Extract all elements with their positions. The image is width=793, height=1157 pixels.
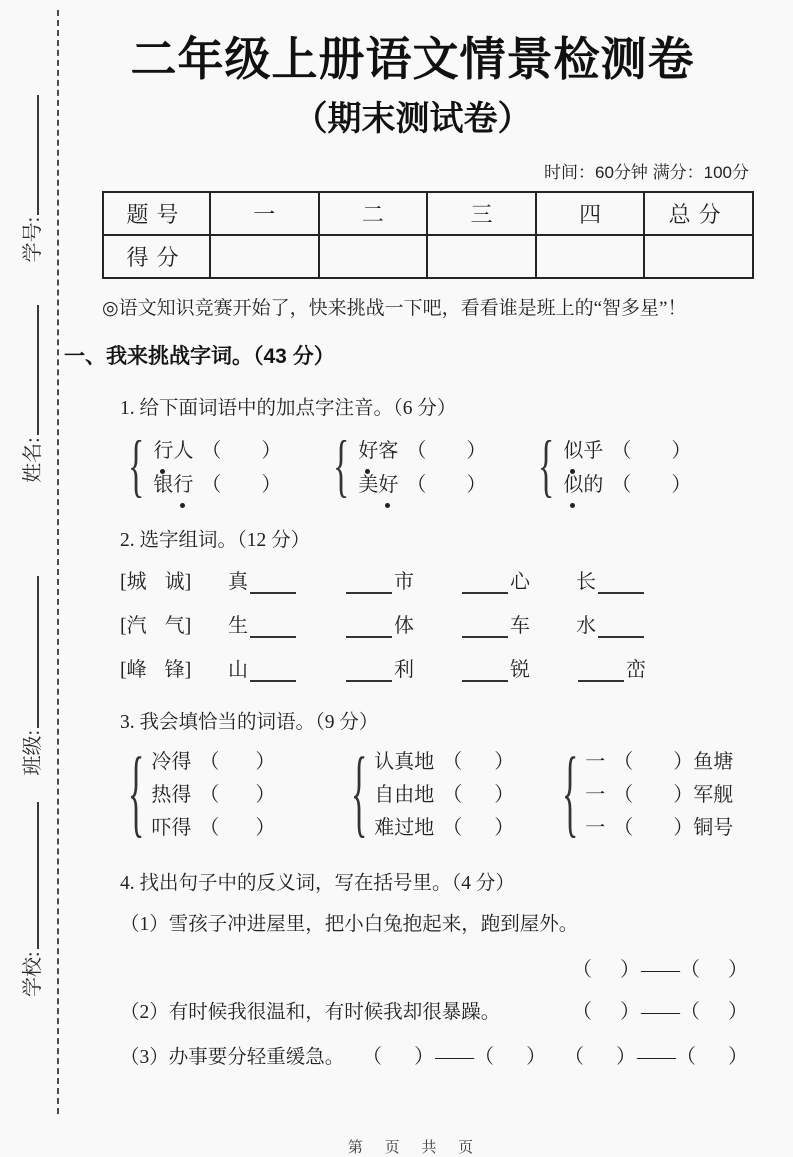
time-and-score-info: 时间：60分钟 满分：100分 bbox=[544, 163, 749, 182]
choice-char-1: 汽 bbox=[126, 615, 147, 637]
fill-item bbox=[344, 656, 460, 684]
open-paren: （ bbox=[611, 474, 632, 496]
char: 人 bbox=[173, 440, 194, 462]
choice-bracket bbox=[120, 656, 228, 684]
name-blank-line bbox=[37, 305, 39, 435]
blank-line bbox=[346, 591, 392, 594]
blank-line bbox=[462, 591, 508, 594]
fill-item bbox=[228, 656, 344, 684]
question4-item-3 bbox=[120, 1043, 761, 1072]
choice-char-2: 锋 bbox=[164, 659, 185, 681]
pinyin-word-row bbox=[358, 434, 486, 468]
choice-char-2: 气 bbox=[164, 615, 185, 637]
question1-groups bbox=[128, 429, 761, 505]
phrase-group-3-rows bbox=[585, 746, 733, 845]
open-paren: （ bbox=[680, 1001, 700, 1023]
blank-line bbox=[250, 591, 296, 594]
pinyin-group-3-rows bbox=[563, 434, 691, 502]
word bbox=[563, 434, 603, 468]
question3-text: 3. 我会填恰当的词语。（9 分） bbox=[120, 712, 379, 733]
dash: —— bbox=[641, 1001, 679, 1023]
question2-text: 2. 选字组词。（12 分） bbox=[120, 530, 311, 551]
close-paren: ） bbox=[671, 440, 692, 462]
phrase-row bbox=[374, 779, 514, 812]
phrase-row bbox=[151, 779, 275, 812]
question4-text: 4. 找出句子中的反义词，写在括号里。（4 分） bbox=[120, 873, 515, 894]
phrase-group-2-rows bbox=[374, 746, 514, 845]
close-paren: ） bbox=[255, 751, 276, 773]
word: 难过地 bbox=[374, 817, 435, 839]
fill-item bbox=[228, 612, 344, 640]
phrase-row bbox=[151, 746, 275, 779]
close-paren: ） bbox=[466, 440, 487, 462]
dash: —— bbox=[435, 1046, 474, 1068]
header-section-2: 二 bbox=[319, 192, 428, 235]
question4-item-1 bbox=[120, 911, 761, 939]
fill-item bbox=[460, 612, 576, 640]
brace-icon: { bbox=[350, 740, 368, 848]
close-paren: ） bbox=[255, 817, 276, 839]
phrase-row bbox=[151, 812, 275, 845]
char: 真 bbox=[228, 571, 248, 593]
word bbox=[153, 468, 193, 502]
dash: —— bbox=[641, 959, 679, 981]
word bbox=[358, 434, 398, 468]
char: 银 bbox=[153, 474, 174, 496]
brace-icon: { bbox=[128, 429, 145, 505]
close-paren: ） bbox=[620, 1001, 640, 1023]
score-table-score-row bbox=[103, 235, 753, 278]
open-paren: （ bbox=[442, 817, 463, 839]
open-paren: （ bbox=[442, 751, 463, 773]
pinyin-word-row bbox=[153, 434, 281, 468]
fill-item bbox=[344, 612, 460, 640]
score-cell-4 bbox=[536, 235, 645, 278]
question2-row-2 bbox=[120, 612, 761, 640]
header-total: 总分 bbox=[644, 192, 753, 235]
header-section-4: 四 bbox=[536, 192, 645, 235]
char: 乎 bbox=[583, 440, 604, 462]
score-cell-1 bbox=[210, 235, 319, 278]
open-paren: （ bbox=[611, 440, 632, 462]
item-number: （2） bbox=[120, 1002, 169, 1023]
close-paren: ） bbox=[673, 751, 694, 773]
word: 冷得 bbox=[151, 751, 192, 773]
word: 一 bbox=[585, 817, 606, 839]
close-paren: ） bbox=[466, 474, 487, 496]
answer-pair bbox=[572, 953, 748, 982]
blank-line bbox=[598, 635, 644, 638]
pinyin-word-row bbox=[563, 468, 691, 502]
blank-line bbox=[346, 679, 392, 682]
brace-icon: { bbox=[538, 429, 555, 505]
close-paren: ） bbox=[255, 784, 276, 806]
name-field bbox=[16, 305, 45, 483]
close-paren: ） bbox=[494, 817, 515, 839]
open-paren: （ bbox=[201, 440, 222, 462]
phrase-group-3 bbox=[561, 740, 761, 848]
open-paren: （ bbox=[474, 1046, 495, 1068]
open-paren: （ bbox=[201, 474, 222, 496]
open-paren: （ bbox=[613, 817, 634, 839]
open-paren: （ bbox=[676, 1046, 696, 1068]
pinyin-group-3 bbox=[538, 429, 743, 505]
close-paren: ） bbox=[728, 959, 748, 981]
close-paren: ） bbox=[261, 440, 282, 462]
page-footer: 第 页 共 页 bbox=[347, 1140, 478, 1156]
char: 体 bbox=[394, 615, 414, 637]
section1-heading: 一、我来挑战字词。（43 分） bbox=[64, 345, 335, 368]
word: 军舰 bbox=[693, 784, 734, 806]
dotted-char: 好 bbox=[358, 434, 378, 468]
score-table bbox=[102, 191, 754, 279]
fill-item bbox=[576, 656, 692, 684]
blank-line bbox=[462, 635, 508, 638]
choice-bracket bbox=[120, 612, 228, 640]
score-cell-3 bbox=[427, 235, 536, 278]
pinyin-group-2-rows bbox=[358, 434, 486, 502]
bracket-close: ] bbox=[184, 615, 192, 637]
header-question-number: 题号 bbox=[103, 192, 210, 235]
word bbox=[358, 468, 398, 502]
fill-item bbox=[228, 568, 344, 596]
char: 生 bbox=[228, 615, 248, 637]
word: 认真地 bbox=[374, 751, 435, 773]
class-label: 班级: bbox=[22, 729, 44, 776]
page-title: 二年级上册语文情景检测卷 bbox=[130, 33, 695, 85]
char: 锐 bbox=[510, 659, 530, 681]
char: 水 bbox=[576, 615, 596, 637]
item-sentence: 雪孩子冲进屋里，把小白兔抱起来，跑到屋外。 bbox=[168, 914, 579, 935]
school-blank-line bbox=[37, 802, 39, 949]
name-label: 姓名: bbox=[22, 437, 44, 483]
question2-row-3 bbox=[120, 656, 761, 684]
blank-line bbox=[578, 679, 624, 682]
word: 热得 bbox=[151, 784, 192, 806]
close-paren: ） bbox=[414, 1046, 435, 1068]
bracket-close: ] bbox=[184, 659, 192, 681]
pinyin-group-1-rows bbox=[153, 434, 281, 502]
student-info-sidebar bbox=[0, 0, 56, 1122]
close-paren: ） bbox=[526, 1046, 547, 1068]
bracket-close: ] bbox=[184, 571, 192, 593]
school-field bbox=[16, 802, 45, 997]
open-paren: （ bbox=[442, 784, 463, 806]
phrase-row bbox=[374, 812, 514, 845]
phrase-row bbox=[585, 779, 733, 812]
phrase-group-1-rows bbox=[151, 746, 275, 845]
char: 峦 bbox=[626, 659, 646, 681]
phrase-group-2 bbox=[350, 740, 562, 848]
char: 美 bbox=[358, 474, 379, 496]
open-paren: （ bbox=[680, 959, 700, 981]
question2-row-1 bbox=[120, 568, 761, 596]
item-sentence-wrap bbox=[120, 999, 500, 1027]
dotted-char: 似 bbox=[563, 468, 583, 502]
score-table-header-row bbox=[103, 192, 753, 235]
char: 山 bbox=[228, 659, 248, 681]
open-paren: （ bbox=[406, 474, 427, 496]
student-id-blank-line bbox=[37, 95, 39, 215]
dotted-char: 行 bbox=[153, 434, 173, 468]
close-paren: ） bbox=[728, 1001, 748, 1023]
dotted-char: 行 bbox=[173, 468, 193, 502]
binding-fold-dashed-line bbox=[57, 10, 59, 1114]
close-paren: ） bbox=[494, 784, 515, 806]
item-sentence: 办事要分轻重缓急。 bbox=[168, 1047, 345, 1068]
char: 客 bbox=[378, 440, 399, 462]
fill-item bbox=[460, 656, 576, 684]
choice-char-2: 诚 bbox=[164, 571, 185, 593]
pinyin-word-row bbox=[153, 468, 281, 502]
open-paren: （ bbox=[406, 440, 427, 462]
blank-line bbox=[462, 679, 508, 682]
phrase-row bbox=[585, 812, 733, 845]
page-subtitle: （期末测试卷） bbox=[293, 100, 532, 138]
score-cell-total bbox=[644, 235, 753, 278]
brace-icon: { bbox=[333, 429, 350, 505]
question1-text: 1. 给下面词语中的加点字注音。（6 分） bbox=[120, 398, 457, 419]
close-paren: ） bbox=[494, 751, 515, 773]
question3-groups bbox=[128, 740, 761, 848]
char: 市 bbox=[394, 571, 414, 593]
word: 自由地 bbox=[374, 784, 435, 806]
pinyin-group-1 bbox=[128, 429, 333, 505]
close-paren: ） bbox=[673, 817, 694, 839]
close-paren: ） bbox=[616, 1046, 636, 1068]
open-paren: （ bbox=[199, 751, 220, 773]
fill-item bbox=[576, 568, 692, 596]
dotted-char: 似 bbox=[563, 434, 583, 468]
student-id-label: 学号: bbox=[22, 216, 44, 263]
close-paren: ） bbox=[673, 784, 694, 806]
bracket-open: [ bbox=[120, 571, 127, 593]
word: 铜号 bbox=[693, 817, 734, 839]
char: 的 bbox=[583, 474, 604, 496]
open-paren: （ bbox=[199, 784, 220, 806]
dash: —— bbox=[637, 1046, 675, 1068]
school-label: 学校: bbox=[22, 951, 44, 997]
bracket-open: [ bbox=[120, 659, 127, 681]
open-paren: （ bbox=[199, 817, 220, 839]
encouragement-note: ◎语文知识竞赛开始了，快来挑战一下吧，看看谁是班上的“智多星”！ bbox=[102, 298, 687, 319]
blank-line bbox=[250, 679, 296, 682]
word: 吓得 bbox=[151, 817, 192, 839]
fill-item bbox=[344, 568, 460, 596]
item-number: （3） bbox=[120, 1047, 169, 1068]
pinyin-word-row bbox=[563, 434, 691, 468]
score-row-label: 得分 bbox=[103, 235, 210, 278]
pinyin-group-2 bbox=[333, 429, 538, 505]
open-paren: （ bbox=[564, 1046, 584, 1068]
char: 心 bbox=[510, 571, 530, 593]
dotted-char: 好 bbox=[378, 468, 398, 502]
char: 利 bbox=[394, 659, 414, 681]
question4-item-1-answer-line bbox=[64, 953, 761, 982]
char: 长 bbox=[576, 571, 596, 593]
phrase-group-1 bbox=[128, 740, 351, 848]
close-paren: ） bbox=[728, 1046, 748, 1068]
word: 一 bbox=[585, 784, 606, 806]
main-content bbox=[64, 0, 761, 1157]
word bbox=[563, 468, 603, 502]
item-sentence: 有时候我很温和，有时候我却很暴躁。 bbox=[168, 1002, 501, 1023]
close-paren: ） bbox=[261, 474, 282, 496]
fill-item bbox=[576, 612, 692, 640]
word: 鱼塘 bbox=[693, 751, 734, 773]
brace-icon: { bbox=[561, 740, 579, 848]
blank-line bbox=[598, 591, 644, 594]
class-blank-line bbox=[37, 576, 39, 728]
choice-char-1: 峰 bbox=[126, 659, 147, 681]
answer-pair bbox=[564, 1043, 748, 1071]
word bbox=[153, 434, 193, 468]
student-id-field bbox=[16, 95, 45, 263]
class-field bbox=[16, 576, 45, 776]
choice-char-1: 城 bbox=[126, 571, 147, 593]
open-paren: （ bbox=[572, 1001, 592, 1023]
open-paren: （ bbox=[362, 1046, 383, 1068]
score-cell-2 bbox=[319, 235, 428, 278]
char: 车 bbox=[510, 615, 530, 637]
fill-item bbox=[460, 568, 576, 596]
word: 一 bbox=[585, 751, 606, 773]
item-number: （1） bbox=[120, 914, 169, 935]
header-section-3: 三 bbox=[427, 192, 536, 235]
answer-pair bbox=[362, 1043, 546, 1071]
choice-bracket bbox=[120, 568, 228, 596]
close-paren: ） bbox=[671, 474, 692, 496]
blank-line bbox=[250, 635, 296, 638]
header-section-1: 一 bbox=[210, 192, 319, 235]
open-paren: （ bbox=[613, 784, 634, 806]
open-paren: （ bbox=[572, 959, 592, 981]
blank-line bbox=[346, 635, 392, 638]
close-paren: ） bbox=[620, 959, 640, 981]
phrase-row bbox=[585, 746, 733, 779]
phrase-row bbox=[374, 746, 514, 779]
bracket-open: [ bbox=[120, 615, 127, 637]
brace-icon: { bbox=[128, 740, 145, 848]
pinyin-word-row bbox=[358, 468, 486, 502]
item-sentence-wrap bbox=[120, 1044, 344, 1072]
open-paren: （ bbox=[613, 751, 634, 773]
answer-pair bbox=[572, 998, 748, 1026]
question4-item-2 bbox=[120, 998, 761, 1027]
